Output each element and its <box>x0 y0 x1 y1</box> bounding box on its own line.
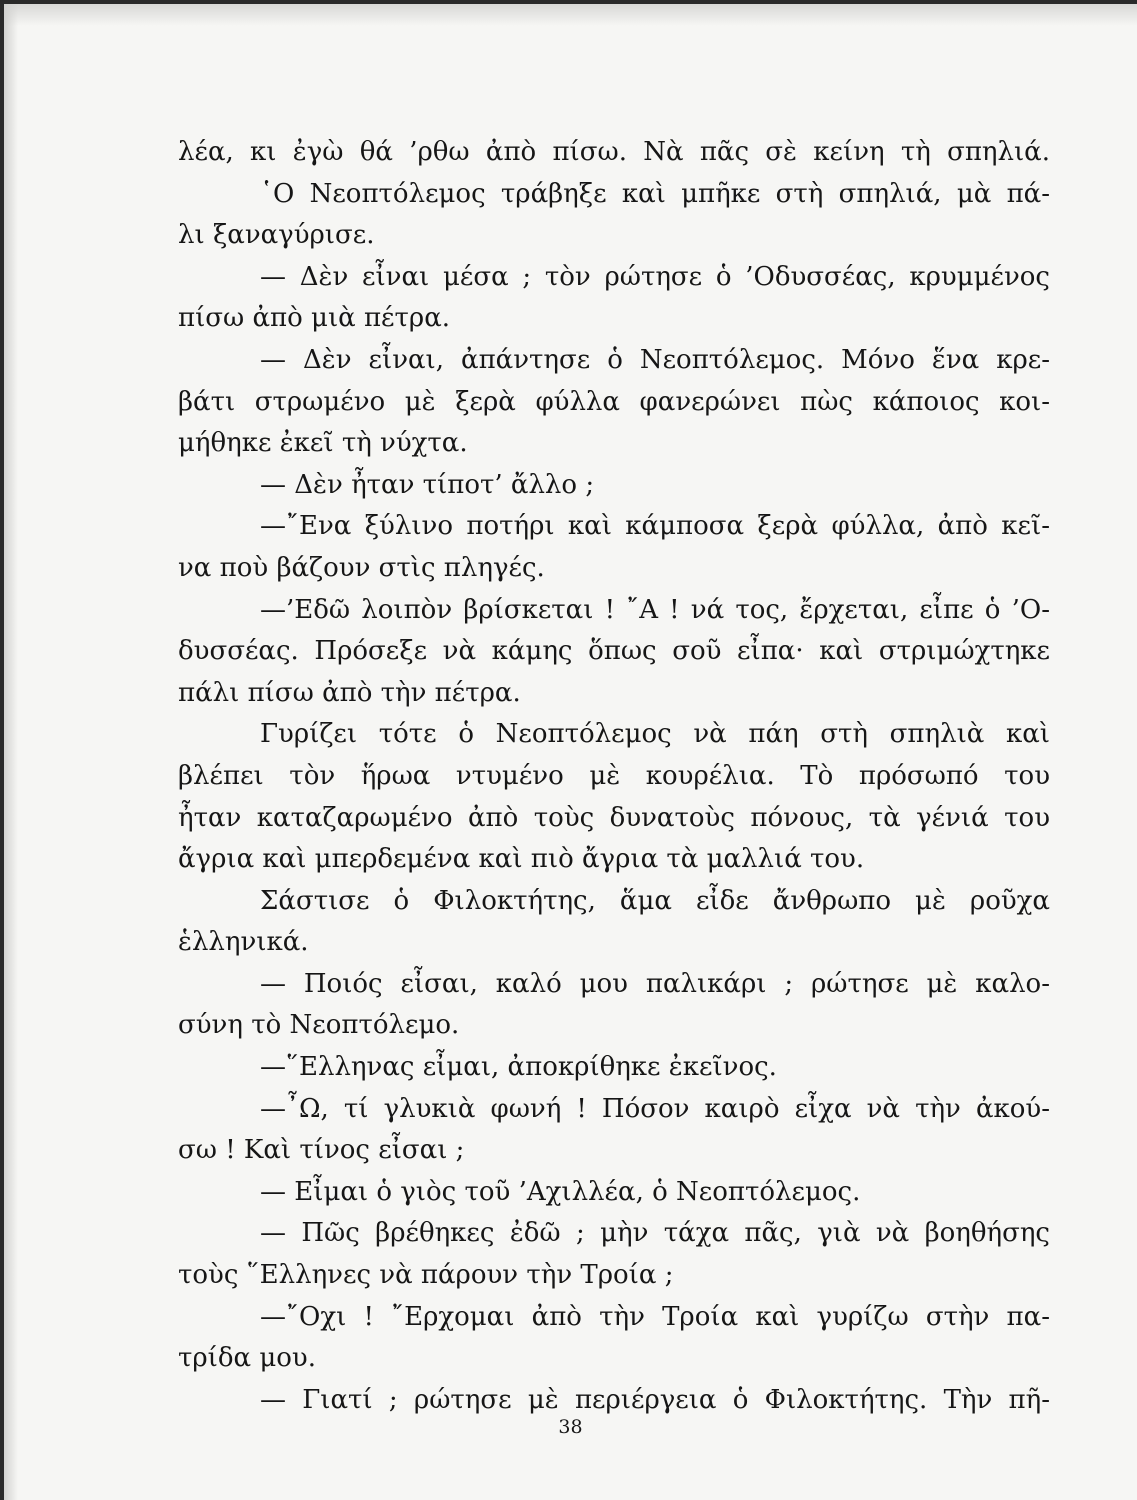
text-line: ἄγρια καὶ μπερδεμένα καὶ πιὸ ἄγρια τὰ μαλλιά του. <box>178 844 865 875</box>
text-line: Σάστισε ὁ Φιλοκτήτης, ἅμα εἶδε ἄνθρωπο μὲ ροῦχα <box>260 885 1050 916</box>
text-line: σύνη τὸ Νεοπτόλεμο. <box>178 1010 460 1041</box>
text-line: Γυρίζει τότε ὁ Νεοπτόλεμος νὰ πάη στὴ σπηλιὰ καὶ <box>260 719 1050 750</box>
scan-top-shadow <box>4 4 1137 26</box>
body-text <box>178 132 1050 1421</box>
text-line: — Πῶς βρέθηκες ἐδῶ ; μὴν τάχα πᾶς, γιὰ νὰ βοηθήσης <box>260 1218 1050 1249</box>
text-line: —’Εδῶ λοιπὸν βρίσκεται ! ῎Α ! νά τος, ἔρχεται, εἶπε ὁ ’Ο- <box>260 594 1050 625</box>
text-line: σω ! Καὶ τίνος εἶσαι ; <box>178 1135 465 1166</box>
text-line: ἑλληνικά. <box>178 927 309 958</box>
page-number: 38 <box>558 1416 583 1438</box>
text-line: να ποὺ βάζουν στὶς πληγές. <box>178 552 545 583</box>
text-line: — Δὲν ἦταν τίποτ’ ἄλλο ; <box>260 469 595 500</box>
text-line: τρίδα μου. <box>178 1343 316 1374</box>
text-line: τοὺς ῞Ελληνες νὰ πάρουν τὴν Τροία ; <box>178 1260 674 1291</box>
text-line: —῎Οχι ! ῎Ερχομαι ἀπὸ τὴν Τροία καὶ γυρίζω στὴν πα- <box>260 1301 1050 1332</box>
text-line: —῏Ω, τί γλυκιὰ φωνή ! Πόσον καιρὸ εἶχα νὰ τὴν ἀκού- <box>260 1093 1050 1124</box>
text-line: βάτι στρωμένο μὲ ξερὰ φύλλα φανερώνει πὼς κάποιος κοι- <box>178 386 1050 417</box>
text-line: δυσσέας. Πρόσεξε νὰ κάμης ὅπως σοῦ εἶπα· καὶ στριμώχτηκε <box>178 636 1050 667</box>
text-line: πίσω ἀπὸ μιὰ πέτρα. <box>178 303 451 334</box>
text-line: μήθηκε ἐκεῖ τὴ νύχτα. <box>178 428 468 459</box>
text-line: πάλι πίσω ἀπὸ τὴν πέτρα. <box>178 677 521 708</box>
text-line: λι ξαναγύρισε. <box>178 220 375 251</box>
text-line: — Δὲν εἶναι μέσα ; τὸν ρώτησε ὁ ’Οδυσσέας, κρυμμένος <box>260 261 1050 292</box>
text-line: — Δὲν εἶναι, ἀπάντησε ὁ Νεοπτόλεμος. Μόνο ἕνα κρε- <box>260 344 1050 375</box>
text-line: —῞Ελληνας εἶμαι, ἀποκρίθηκε ἐκεῖνος. <box>260 1052 777 1083</box>
text-line: — Εἶμαι ὁ γιὸς τοῦ ’Αχιλλέα, ὁ Νεοπτόλεμος. <box>260 1176 861 1207</box>
scan-left-shadow <box>4 4 18 1500</box>
text-line: ῾Ο Νεοπτόλεμος τράβηξε καὶ μπῆκε στὴ σπηλιά, μὰ πά- <box>260 178 1050 209</box>
text-line: βλέπει τὸν ἥρωα ντυμένο μὲ κουρέλια. Τὸ πρόσωπό του <box>178 760 1050 791</box>
text-line: — Ποιός εἶσαι, καλό μου παλικάρι ; ρώτησε μὲ καλο- <box>260 968 1050 999</box>
text-line: — Γιατί ; ρώτησε μὲ περιέργεια ὁ Φιλοκτήτης. Τὴν πῆ- <box>260 1384 1050 1415</box>
text-line: ἦταν καταζαρωμένο ἀπὸ τοὺς δυνατοὺς πόνους, τὰ γένιά του <box>178 802 1050 833</box>
text-line: —῎Ενα ξύλινο ποτήρι καὶ κάμποσα ξερὰ φύλλα, ἀπὸ κεῖ- <box>260 511 1050 542</box>
text-line: λέα, κι ἐγὼ θά ’ρθω ἀπὸ πίσω. Νὰ πᾶς σὲ κείνη τὴ σπηλιά. <box>178 137 1050 167</box>
